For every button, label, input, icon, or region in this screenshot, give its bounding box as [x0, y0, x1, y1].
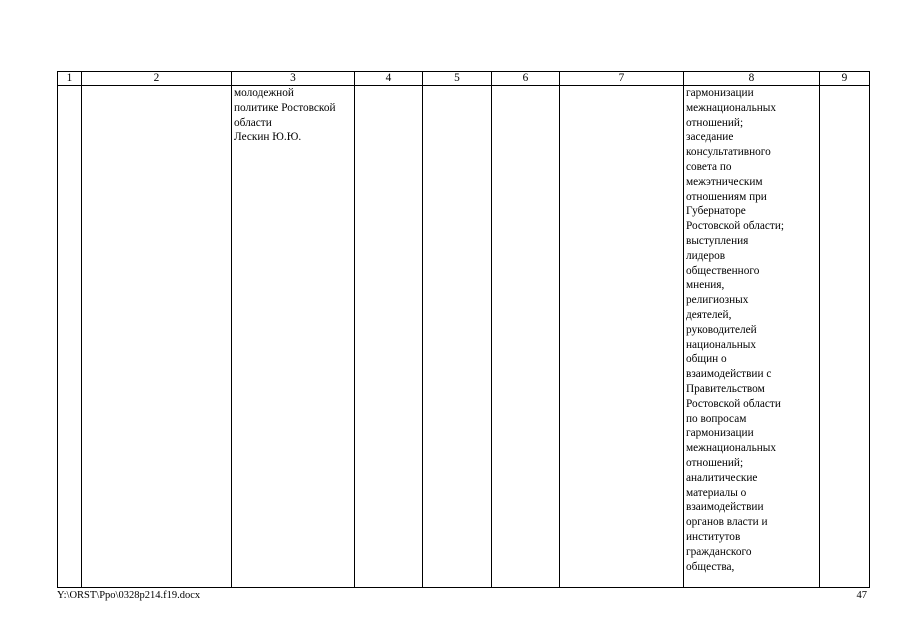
cell-col-6 — [492, 86, 560, 588]
cell-col-1 — [58, 86, 82, 588]
document-table — [57, 71, 870, 588]
cell-col-8-results: гармонизации межнациональных отношений; заседание консультативного совета по межэтническим отношениям при Губернаторе Ростовской области; выступления лидеров общественного мнения, религиозных деятелей, руководителей национальных общин о взаимодействии с Правительством Ростовской области по вопросам гармонизации межнациональных отношений; аналитические материалы о взаимодействии органов власти и институтов гражданского общества, — [684, 86, 820, 588]
table-header-row — [58, 72, 870, 86]
column-header-9: 9 — [820, 72, 870, 86]
cell-col-2 — [82, 86, 232, 588]
column-header-6: 6 — [492, 72, 560, 86]
cell-col-5 — [423, 86, 492, 588]
cell-col-7 — [560, 86, 684, 588]
column-header-4: 4 — [355, 72, 423, 86]
cell-col-9 — [820, 86, 870, 588]
table-row — [58, 86, 870, 588]
cell-col-4 — [355, 86, 423, 588]
column-header-2: 2 — [82, 72, 232, 86]
column-header-3: 3 — [232, 72, 355, 86]
column-header-8: 8 — [684, 72, 820, 86]
column-header-7: 7 — [560, 72, 684, 86]
column-header-5: 5 — [423, 72, 492, 86]
cell-col-3-responsible: молодежной политике Ростовской области Лескин Ю.Ю. — [232, 86, 355, 588]
footer-file-path: Y:\ORST\Ppo\0328p214.f19.docx — [57, 590, 201, 601]
page-number: 47 — [856, 590, 867, 601]
column-header-1: 1 — [58, 72, 82, 86]
